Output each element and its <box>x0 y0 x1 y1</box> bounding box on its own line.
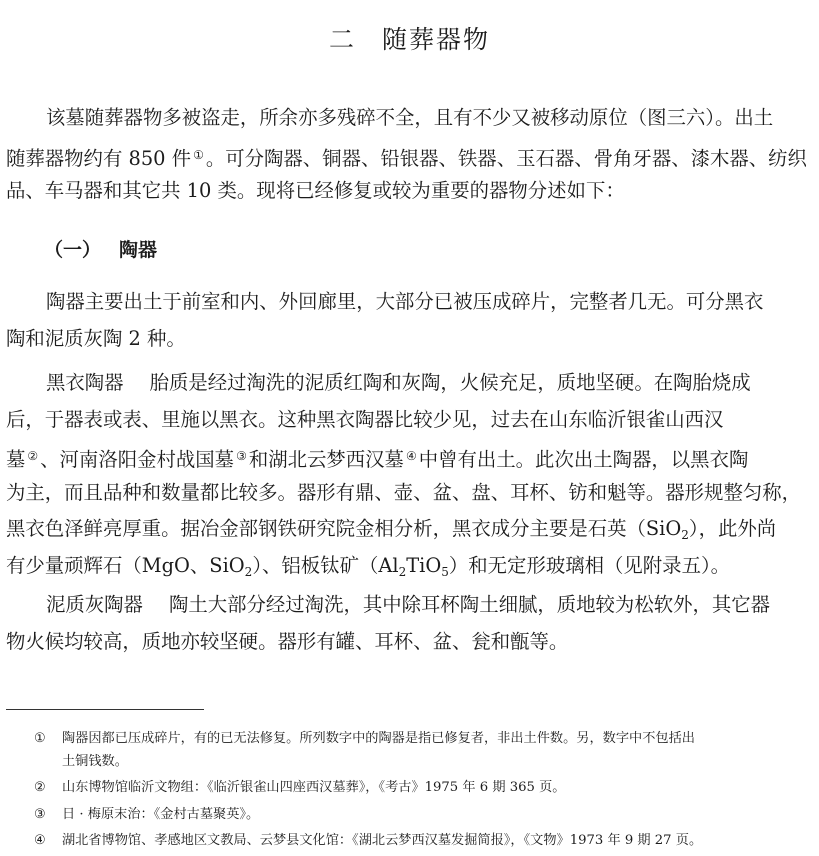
footnote-mark: ① <box>34 731 46 746</box>
subscript: 2 <box>681 528 689 542</box>
text-line <box>6 438 814 475</box>
text-run: 陶土大部分经过淘洗，其中除耳杯陶土细腻，质地较为松软外，其它器 <box>168 593 771 616</box>
paragraph-lead-term: 泥质灰陶器 <box>46 593 143 616</box>
intro-paragraph <box>6 100 814 210</box>
footnote-text: 湖北省博物馆、孝感地区文教局、云梦县文化馆：《湖北云梦西汉墓发掘简报》，《文物》1973 年 9 期 27 页。 <box>62 833 703 848</box>
subscript: 5 <box>441 564 449 579</box>
text-line <box>6 587 814 624</box>
paragraph-lead-term: 黑衣陶器 <box>46 371 124 394</box>
footnote-ref-3[interactable]: ③ <box>236 449 247 463</box>
text-line <box>6 511 814 548</box>
text-line: 陶器主要出土于前室和内、外回廊里，大部分已被压成碎片，完整者几无。可分黑衣 <box>46 290 764 313</box>
section-number: 二 <box>328 25 356 54</box>
text-line <box>6 137 814 174</box>
text-line <box>6 548 814 585</box>
footnote-mark: ③ <box>34 806 46 822</box>
text-line: 物火候均较高，质地亦较坚硬。器形有罐、耳杯、盆、瓮和甑等。 <box>6 629 569 653</box>
text-run: 黑衣色泽鲜亮厚重。据冶金部钢铁研究院金相分析，黑衣成分主要是石英（SiO <box>6 517 682 540</box>
text-run: 中曾有出土。此次出土陶器，以黑衣陶 <box>418 448 749 471</box>
text-run: ）、铝板钛矿（Al <box>252 553 399 577</box>
subsection-title: 陶器 <box>119 239 158 261</box>
subscript: 2 <box>244 564 253 579</box>
pottery-paragraph <box>6 284 814 357</box>
text-run: ）和无定形玻璃相（见附录五）。 <box>448 553 731 577</box>
text-run: 、河南洛阳金村战国墓 <box>40 448 235 471</box>
text-run: 胎质是经过淘洗的泥质红陶和灰陶，火候充足，质地坚硬。在陶胎烧成 <box>149 371 751 394</box>
subsection-number: （一） <box>44 239 102 261</box>
footnotes <box>34 728 814 853</box>
footnote-item <box>34 728 814 773</box>
text-run: 有少量顽辉石（MgO、SiO <box>6 553 245 577</box>
section-title-text: 随葬器物 <box>382 25 491 54</box>
footnote-item <box>34 804 814 827</box>
footnote-text: 陶器因都已压成碎片，有的已无法修复。所列数字中的陶器是指已修复者，非出土件数。另，数字中不包括出 <box>62 731 695 746</box>
section-heading <box>0 18 819 62</box>
text-line: 后，于器表或表、里施以黑衣。这种黑衣陶器比较少见，过去在山东临沂银雀山西汉 <box>6 407 724 431</box>
text-line: 该墓随葬器物多被盗走，所余亦多残碎不全，且有不少又被移动原位（图三六）。出土 <box>46 106 774 129</box>
footnote-item <box>34 830 814 853</box>
subscript: 2 <box>398 564 407 579</box>
footnote-mark: ④ <box>34 833 46 848</box>
footnote-ref-2[interactable]: ② <box>27 449 39 463</box>
subsection-heading <box>44 232 157 268</box>
text-line <box>6 365 814 402</box>
footnote-mark: ② <box>34 780 46 795</box>
text-line: 为主，而且品种和数量都比较多。器形有鼎、壶、盆、盘、耳杯、钫和魁等。器形规整匀称， <box>6 480 802 504</box>
text-run: ），此外尚 <box>688 517 777 540</box>
footnote-text-continued: 土铜钱数。 <box>62 753 128 769</box>
footnote-ref-1[interactable]: ① <box>193 147 204 162</box>
text-line: 品、车马器和其它共 10 类。现将已经修复或较为重要的器物分述如下： <box>6 179 625 202</box>
text-run: 和湖北云梦西汉墓 <box>248 448 404 471</box>
text-run: TiO <box>406 553 442 577</box>
footnote-item <box>34 777 814 800</box>
footnote-ref-4[interactable]: ④ <box>405 449 417 463</box>
footnote-text: 山东博物馆临沂文物组：《临沂银雀山四座西汉墓葬》，《考古》1975 年 6 期 365 页。 <box>62 780 566 795</box>
gray-pottery-paragraph <box>6 587 814 660</box>
footnote-divider <box>6 709 204 710</box>
footnote-text: 日 · 梅原末治：《金村古墓聚英》。 <box>62 806 260 822</box>
black-pottery-paragraph <box>6 365 814 584</box>
text-run: 。可分陶器、铜器、铅银器、铁器、玉石器、骨角牙器、漆木器、纺织 <box>205 146 807 170</box>
text-run: 随葬器物约有 850 件 <box>6 146 192 170</box>
text-run: 墓 <box>6 448 26 471</box>
text-line: 陶和泥质灰陶 2 种。 <box>6 326 186 350</box>
